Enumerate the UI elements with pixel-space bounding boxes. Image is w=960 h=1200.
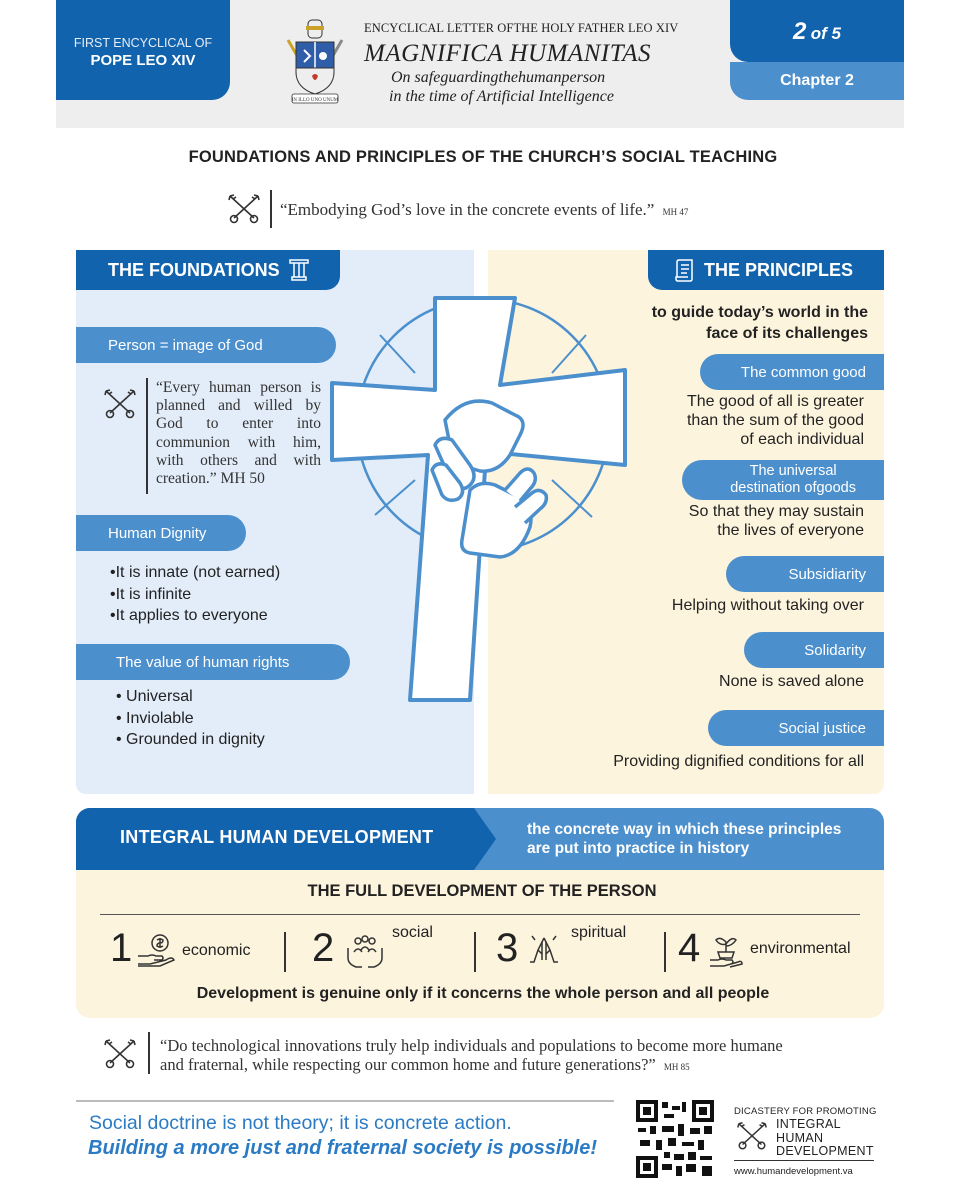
- foundations-quote-divider: [146, 378, 148, 494]
- item-label: social: [392, 924, 433, 941]
- item-label: economic: [182, 942, 251, 959]
- top-quote-text: “Embodying God’s love in the concrete events of life.”: [280, 200, 655, 219]
- social-justice-text: Providing dignified conditions for all: [613, 753, 864, 770]
- list-item: • Grounded in dignity: [116, 731, 265, 748]
- chapter-badge: [730, 62, 904, 100]
- coat-motto: IN ILLO UNO UNUM: [291, 98, 339, 103]
- footer-rule: [76, 1100, 614, 1102]
- development-item-economic: [110, 922, 280, 978]
- item-label: environmental: [750, 940, 851, 957]
- footer-url[interactable]: www.humandevelopment.va: [734, 1166, 853, 1177]
- quote-line: with others and with: [156, 451, 321, 469]
- solidarity-label: Solidarity: [744, 632, 884, 668]
- development-heading: INTEGRAL HUMAN DEVELOPMENT: [120, 827, 434, 847]
- development-rule: [100, 914, 860, 915]
- item-number: 3: [496, 926, 519, 970]
- subtitle-line1: On safeguardingthehumanperson: [391, 69, 606, 86]
- dicastery-rule: [734, 1160, 874, 1161]
- foundations-heading: [76, 250, 340, 290]
- principles-intro: [652, 302, 868, 344]
- solidarity-text: None is saved alone: [719, 673, 864, 690]
- rights-list: [116, 686, 265, 751]
- dicastery-line1: DICASTERY FOR PROMOTING: [734, 1106, 877, 1117]
- list-item: •It applies to everyone: [110, 607, 268, 624]
- list-item: • Inviolable: [116, 709, 194, 727]
- encyclical-title: MAGNIFICA HUMANITAS: [364, 40, 652, 67]
- intro-line: face of its challenges: [706, 325, 868, 342]
- coat-of-arms-icon: [282, 18, 348, 106]
- development-item-spiritual: [496, 922, 656, 978]
- subsidiarity-label: Subsidiarity: [726, 556, 884, 592]
- list-item: •It is innate (not earned): [110, 564, 281, 581]
- dignity-label-text: Human Dignity: [108, 524, 207, 542]
- top-quote: [280, 200, 688, 220]
- development-subheading: THE FULL DEVELOPMENT OF THE PERSON: [307, 882, 657, 900]
- badge-line2: POPE LEO XIV: [90, 52, 196, 69]
- plant-hand-icon: [708, 932, 744, 968]
- quote-line: planned and willed by: [156, 397, 321, 415]
- rights-label-text: The value of human rights: [116, 653, 290, 671]
- common-good-label: [700, 354, 884, 390]
- item-number: 4: [678, 926, 701, 970]
- item-number: 1: [110, 926, 133, 970]
- badge-line1: FIRST ENCYCLICAL OF: [73, 36, 213, 50]
- encyclical-label: ENCYCLICAL LETTER OFTHE HOLY FATHER LEO XIV: [364, 21, 679, 35]
- chapter-label: Chapter 2: [780, 72, 854, 89]
- common-good-label-text: The common good: [740, 363, 866, 381]
- page-number: 2: [792, 18, 807, 45]
- item-divider: [664, 932, 666, 972]
- quote-divider: [270, 190, 272, 228]
- qr-code[interactable]: [636, 1100, 714, 1178]
- item-label: spiritual: [571, 924, 627, 941]
- principles-heading: [648, 250, 884, 290]
- top-quote-ref: MH 47: [662, 207, 689, 217]
- footer-line1: Social doctrine is not theory; it is concrete action.: [89, 1112, 512, 1134]
- principles-heading-text: THE PRINCIPLES: [704, 259, 854, 280]
- development-conclusion: Development is genuine only if it concerns the whole person and all people: [196, 985, 770, 1002]
- bottom-quote: “Do technological innovations truly help individuals and populations to become more humane and fraternal, while respecting our common home and future generations?” MH 85: [160, 1036, 783, 1074]
- dicastery-name: INTEGRAL HUMAN DEVELOPMENT: [776, 1117, 874, 1158]
- crossed-keys-icon: [102, 388, 138, 420]
- cross-handshake-icon: [320, 295, 640, 735]
- quote-line: creation.” MH 50: [156, 470, 265, 488]
- encyclical-badge: [56, 0, 230, 100]
- item-divider: [474, 932, 476, 972]
- quote-line: God to enter into: [156, 415, 321, 433]
- universal-destination-text: So that they may sustain the lives of everyone: [688, 503, 864, 539]
- subtitle-line2: in the time of Artificial Intelligence: [389, 88, 614, 105]
- hand-coin-icon: [136, 932, 176, 968]
- subsidiarity-text: Helping without taking over: [671, 597, 864, 614]
- crossed-keys-icon: [735, 1120, 769, 1152]
- scroll-icon: [674, 257, 696, 283]
- main-title: FOUNDATIONS AND PRINCIPLES OF THE CHURCH’S SOCIAL TEACHING: [188, 148, 778, 166]
- intro-line: to guide today’s world in the: [651, 304, 868, 321]
- column-icon: [288, 258, 310, 282]
- development-item-environmental: [678, 922, 868, 978]
- quote-line: “Every human person is: [156, 379, 321, 396]
- universal-destination-label: The universal destination ofgoods: [682, 460, 884, 500]
- bottom-quote-divider: [148, 1032, 150, 1074]
- development-tagline: the concrete way in which these principles are put into practice in history: [527, 821, 842, 857]
- crossed-keys-icon: [102, 1038, 138, 1070]
- rights-label: [76, 644, 350, 680]
- person-label-text: Person = image of God: [108, 336, 263, 354]
- social-justice-label: Social justice: [708, 710, 884, 746]
- people-hands-icon: [346, 934, 384, 970]
- page-of: of 5: [810, 24, 842, 43]
- development-item-social: [312, 922, 472, 978]
- list-item: • Universal: [116, 688, 193, 705]
- footer-line2: Building a more just and fraternal society is possible!: [88, 1137, 598, 1159]
- quote-line: communion with him,: [156, 433, 321, 451]
- praying-hands-icon: [526, 934, 562, 968]
- item-number: 2: [312, 926, 335, 970]
- dignity-list: [110, 562, 280, 627]
- person-label: [76, 327, 336, 363]
- foundations-quote: [156, 379, 321, 488]
- list-item: •It is infinite: [110, 585, 192, 603]
- common-good-text: The good of all is greater than the sum of the good of each individual: [686, 393, 864, 448]
- page-indicator: [730, 0, 904, 62]
- dignity-label: [76, 515, 246, 551]
- crossed-keys-icon: [226, 193, 262, 225]
- foundations-heading-text: THE FOUNDATIONS: [108, 259, 280, 280]
- item-divider: [284, 932, 286, 972]
